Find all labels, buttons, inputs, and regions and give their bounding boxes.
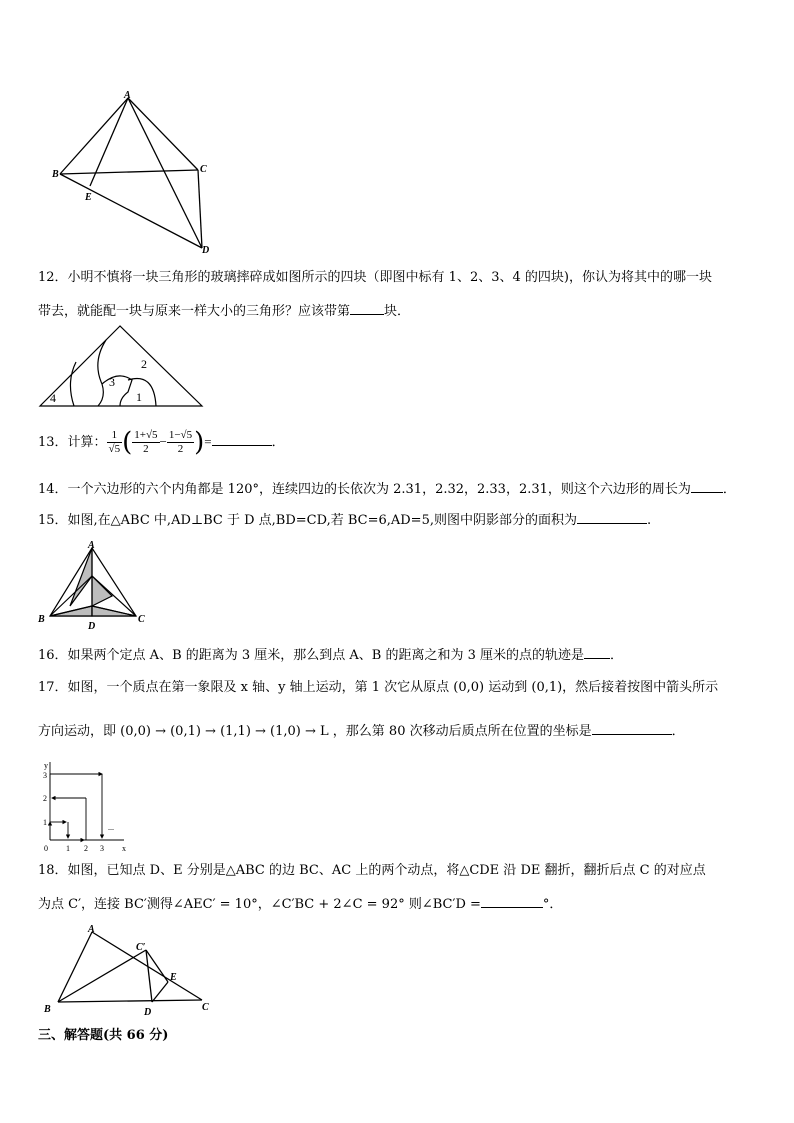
question-16-text: 16．如果两个定点 A、B 的距离为 3 厘米，那么到点 A、B 的距离之和为 3 厘米的点的轨迹是 <box>38 648 585 663</box>
question-17-line2 <box>38 721 768 741</box>
label-b: B <box>38 614 45 625</box>
label-c-prime: C′ <box>136 942 146 953</box>
fraction-3 <box>167 429 194 456</box>
question-12-line2 <box>38 301 768 321</box>
question-18-text: 为点 C′，连接 BC′测得∠AEC′ = 10°，∠C′BC + 2∠C = 92° 则∠BC′D = <box>38 897 481 912</box>
label-c: C <box>138 614 145 625</box>
label-d: D <box>144 1007 152 1018</box>
fraction-2-denominator: 2 <box>143 443 149 455</box>
label-d: D <box>202 245 210 256</box>
question-15-suffix: . <box>646 513 652 528</box>
question-15 <box>38 510 768 530</box>
y-tick-3: 3 <box>43 771 47 780</box>
continuation-dots: ... <box>108 823 114 832</box>
x-axis-label: x <box>122 844 126 853</box>
x-tick-2: 2 <box>84 844 88 853</box>
q17-figure <box>38 758 128 854</box>
label-a: A <box>124 90 131 101</box>
question-17-text: 方向运动，即 (0,0) → (0,1) → (1,1) → (1,0) → L ，那么第 80 次移动后质点所在位置的坐标是 <box>38 724 592 739</box>
question-16-suffix: ． <box>610 648 624 663</box>
label-c: C <box>202 1002 209 1013</box>
question-14-suffix: ． <box>722 482 736 497</box>
question-16 <box>38 645 768 665</box>
minus-sign: − <box>159 434 167 449</box>
label-d: D <box>88 621 96 632</box>
question-14 <box>38 479 768 499</box>
answer-blank-13[interactable] <box>212 432 272 446</box>
y-tick-1: 1 <box>43 818 47 827</box>
piece-4-label: 4 <box>50 391 56 405</box>
equals-sign: = <box>204 434 212 449</box>
fraction-1-denominator: √5 <box>108 443 121 455</box>
question-12-line1: 12．小明不慎将一块三角形的玻璃摔碎成如图所示的四块（即图中标有 1、2、3、4 的四块)，你认为将其中的哪一块 <box>38 270 712 285</box>
answer-blank-12[interactable] <box>350 301 384 315</box>
question-13-prefix: 13．计算： <box>38 435 107 450</box>
y-axis-label: y <box>44 761 48 770</box>
answer-blank-17[interactable] <box>592 721 672 735</box>
question-17-suffix: ． <box>671 724 685 739</box>
x-tick-1: 1 <box>66 844 70 853</box>
question-18-line2 <box>38 894 768 914</box>
piece-2-label: 2 <box>141 357 147 371</box>
question-18-line1: 18．如图，已知点 D、E 分别是△ABC 的边 BC、AC 上的两个动点，将△CDE 沿 DE 翻折，翻折后点 C 的对应点 <box>38 863 706 878</box>
answer-blank-15[interactable] <box>577 510 647 524</box>
piece-1-label: 1 <box>136 390 142 404</box>
label-c: C <box>200 164 207 175</box>
answer-blank-18[interactable] <box>481 894 543 908</box>
x-tick-3: 3 <box>100 844 104 853</box>
question-13-suffix: ． <box>271 435 285 450</box>
fraction-2-numerator: 1+√5 <box>134 429 158 441</box>
section-heading: 三、解答题(共 66 分) <box>38 1028 169 1043</box>
fraction-2 <box>132 429 159 456</box>
fraction-1-numerator: 1 <box>107 429 123 443</box>
q11-figure <box>50 88 220 258</box>
label-b: B <box>44 1004 51 1015</box>
q18-figure <box>40 920 220 1020</box>
close-paren: ) <box>194 427 205 458</box>
question-14-text: 14．一个六边形的六个内角都是 120°，连续四边的长依次为 2.31，2.32，2.33，2.31，则这个六边形的周长为 <box>38 482 691 497</box>
question-18-suffix: °． <box>542 897 563 912</box>
fraction-1 <box>107 429 123 456</box>
q15-figure <box>36 540 156 632</box>
piece-3-label: 3 <box>109 375 115 389</box>
label-e: E <box>85 192 92 203</box>
label-a: A <box>88 924 95 935</box>
q12-figure <box>36 322 206 410</box>
origin-label: 0 <box>44 844 48 853</box>
question-12-suffix: 块． <box>384 304 411 319</box>
question-13 <box>38 422 768 462</box>
label-e: E <box>170 972 177 983</box>
question-12-text: 带去，就能配一块与原来一样大小的三角形？应该带第 <box>38 304 351 319</box>
answer-blank-14[interactable] <box>691 479 723 493</box>
y-tick-2: 2 <box>43 794 47 803</box>
fraction-3-numerator: 1−√5 <box>168 429 193 441</box>
question-17-line1: 17．如图，一个质点在第一象限及 x 轴、y 轴上运动，第 1 次它从原点 (0,0) 运动到 (0,1)，然后接着按图中箭头所示 <box>38 680 719 695</box>
answer-blank-16[interactable] <box>584 645 610 659</box>
label-b: B <box>52 169 59 180</box>
label-a: A <box>88 540 95 551</box>
open-paren: ( <box>122 427 133 458</box>
question-15-text: 15．如图,在△ABC 中,AD⊥BC 于 D 点,BD=CD,若 BC=6,AD=5,则图中阴影部分的面积为 <box>38 513 577 528</box>
fraction-3-denominator: 2 <box>177 443 184 455</box>
